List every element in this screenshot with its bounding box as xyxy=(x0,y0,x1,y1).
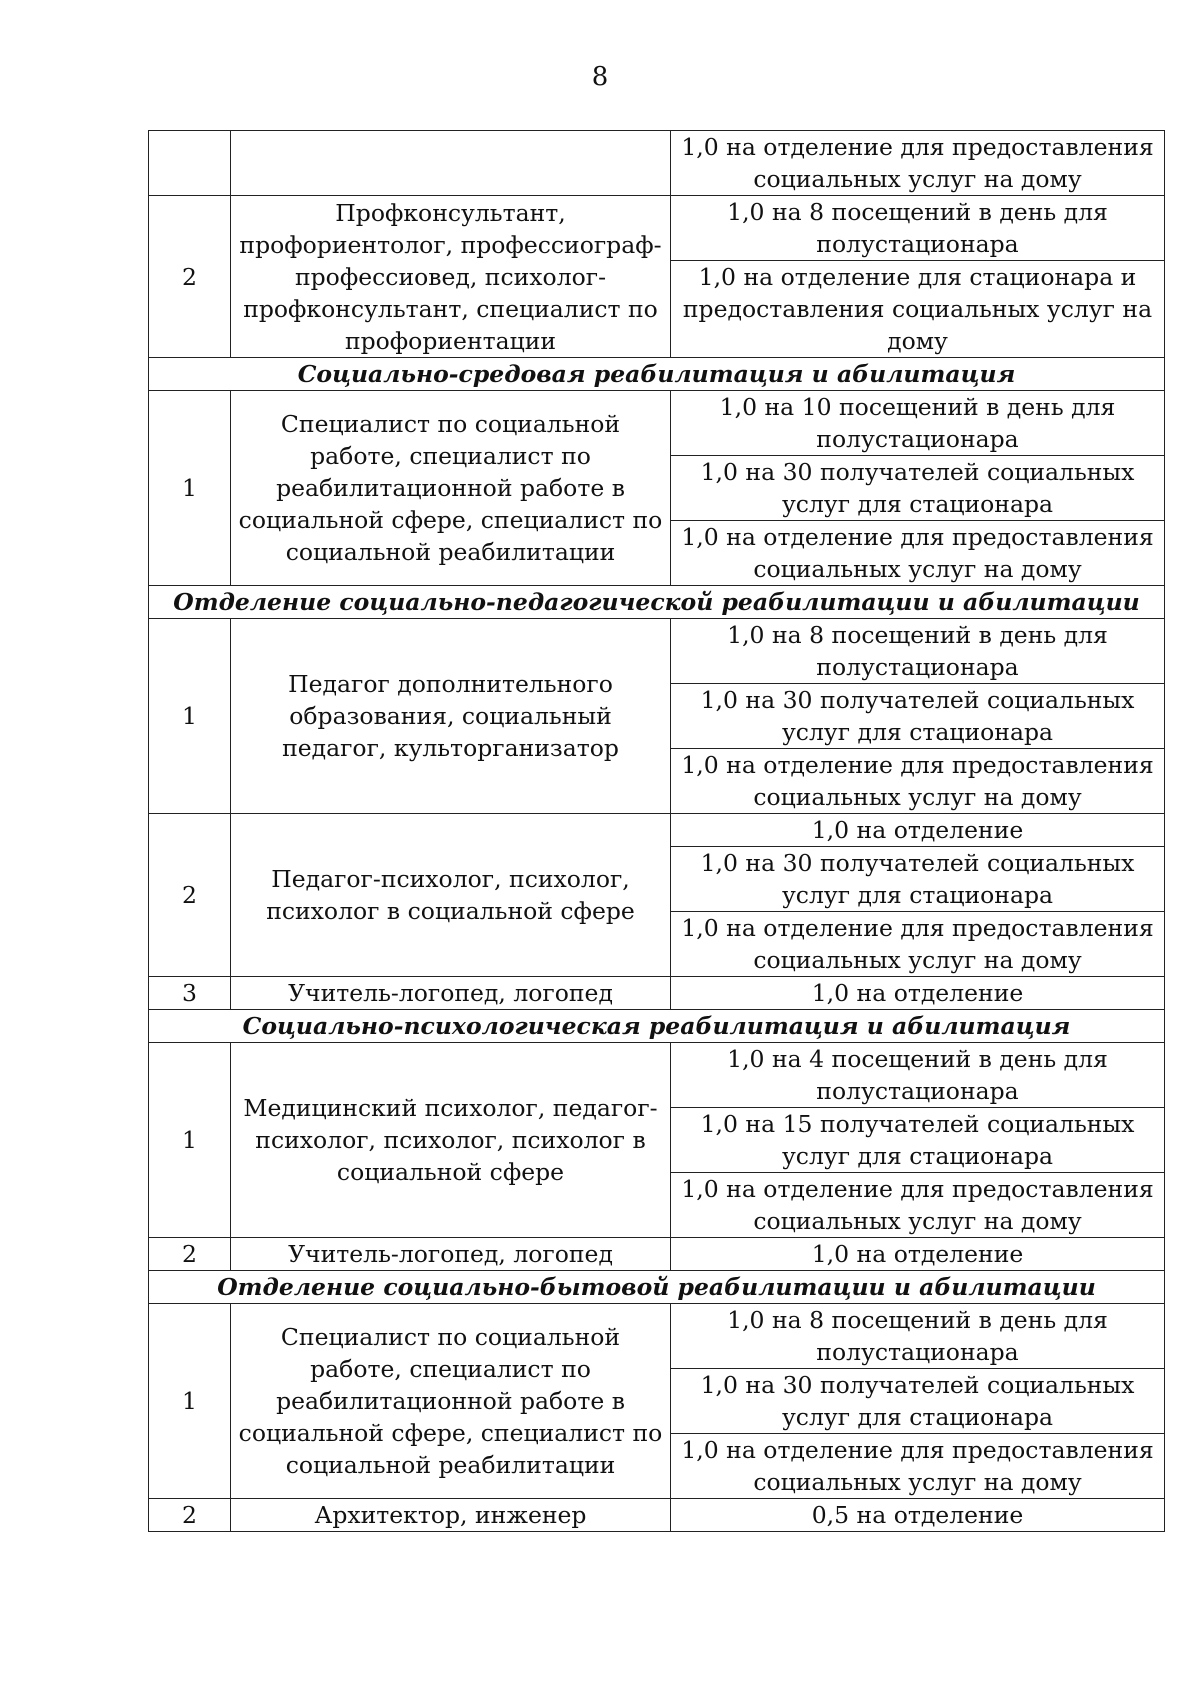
table-row xyxy=(149,131,1165,196)
row-number-cell: 1 xyxy=(149,391,231,586)
table-row xyxy=(149,619,1165,684)
norm-cell: 1,0 на 8 посещений в день для полустационара xyxy=(671,619,1165,684)
norm-cell: 1,0 на 30 получателей социальных услуг для стационара xyxy=(671,456,1165,521)
position-cell: Специалист по социальной работе, специалист по реабилитационной работе в социальной сфере, специалист по социальной реабилитации xyxy=(231,391,671,586)
position-cell: Учитель-логопед, логопед xyxy=(231,1238,671,1271)
norm-cell: 1,0 на отделение xyxy=(671,1238,1165,1271)
norm-cell: 1,0 на 30 получателей социальных услуг для стационара xyxy=(671,1369,1165,1434)
table-row xyxy=(149,814,1165,847)
row-number-cell: 2 xyxy=(149,1499,231,1532)
table-row xyxy=(149,1043,1165,1108)
norm-cell: 1,0 на 30 получателей социальных услуг для стационара xyxy=(671,847,1165,912)
norm-cell: 1,0 на отделение для стационара и предоставления социальных услуг на дому xyxy=(671,261,1165,358)
norm-cell: 1,0 на 8 посещений в день для полустационара xyxy=(671,196,1165,261)
norm-cell: 1,0 на отделение для предоставления социальных услуг на дому xyxy=(671,131,1165,196)
table-row xyxy=(149,1238,1165,1271)
norm-cell: 1,0 на отделение xyxy=(671,814,1165,847)
row-number-cell: 2 xyxy=(149,1238,231,1271)
position-cell: Специалист по социальной работе, специалист по реабилитационной работе в социальной сфере, специалист по социальной реабилитации xyxy=(231,1304,671,1499)
norm-cell: 0,5 на отделение xyxy=(671,1499,1165,1532)
section-header-row xyxy=(149,586,1165,619)
row-number-cell: 3 xyxy=(149,977,231,1010)
norm-cell: 1,0 на отделение для предоставления социальных услуг на дому xyxy=(671,1173,1165,1238)
position-cell: Учитель-логопед, логопед xyxy=(231,977,671,1010)
table-row xyxy=(149,977,1165,1010)
section-header-row xyxy=(149,1010,1165,1043)
norm-cell: 1,0 на отделение xyxy=(671,977,1165,1010)
row-number-cell: 2 xyxy=(149,814,231,977)
position-cell: Профконсультант, профориентолог, профессиограф-профессиовед, психолог-профконсультант, специалист по профориентации xyxy=(231,196,671,358)
staffing-norms-table xyxy=(148,130,1165,1532)
page-number: 8 xyxy=(591,62,609,92)
table-row xyxy=(149,1304,1165,1369)
norm-cell: 1,0 на 10 посещений в день для полустационара xyxy=(671,391,1165,456)
position-cell: Медицинский психолог, педагог-психолог, психолог, психолог в социальной сфере xyxy=(231,1043,671,1238)
norm-cell: 1,0 на отделение для предоставления социальных услуг на дому xyxy=(671,912,1165,977)
position-cell: Педагог-психолог, психолог, психолог в социальной сфере xyxy=(231,814,671,977)
table-row xyxy=(149,1499,1165,1532)
norm-cell: 1,0 на отделение для предоставления социальных услуг на дому xyxy=(671,1434,1165,1499)
section-header-row xyxy=(149,358,1165,391)
position-cell xyxy=(231,131,671,196)
section-title: Отделение социально-бытовой реабилитации и абилитации xyxy=(149,1271,1165,1304)
table-row xyxy=(149,391,1165,456)
section-title: Отделение социально-педагогической реабилитации и абилитации xyxy=(149,586,1165,619)
position-cell: Архитектор, инженер xyxy=(231,1499,671,1532)
position-cell: Педагог дополнительного образования, социальный педагог, культорганизатор xyxy=(231,619,671,814)
norm-cell: 1,0 на 30 получателей социальных услуг для стационара xyxy=(671,684,1165,749)
table-row xyxy=(149,196,1165,261)
norm-cell: 1,0 на 8 посещений в день для полустационара xyxy=(671,1304,1165,1369)
row-number-cell: 1 xyxy=(149,1043,231,1238)
row-number-cell: 1 xyxy=(149,1304,231,1499)
row-number-cell xyxy=(149,131,231,196)
row-number-cell: 1 xyxy=(149,619,231,814)
row-number-cell: 2 xyxy=(149,196,231,358)
norm-cell: 1,0 на 4 посещений в день для полустационара xyxy=(671,1043,1165,1108)
section-title: Социально-психологическая реабилитация и абилитация xyxy=(149,1010,1165,1043)
norm-cell: 1,0 на отделение для предоставления социальных услуг на дому xyxy=(671,749,1165,814)
norm-cell: 1,0 на 15 получателей социальных услуг для стационара xyxy=(671,1108,1165,1173)
norm-cell: 1,0 на отделение для предоставления социальных услуг на дому xyxy=(671,521,1165,586)
section-title: Социально-средовая реабилитация и абилитация xyxy=(149,358,1165,391)
section-header-row xyxy=(149,1271,1165,1304)
